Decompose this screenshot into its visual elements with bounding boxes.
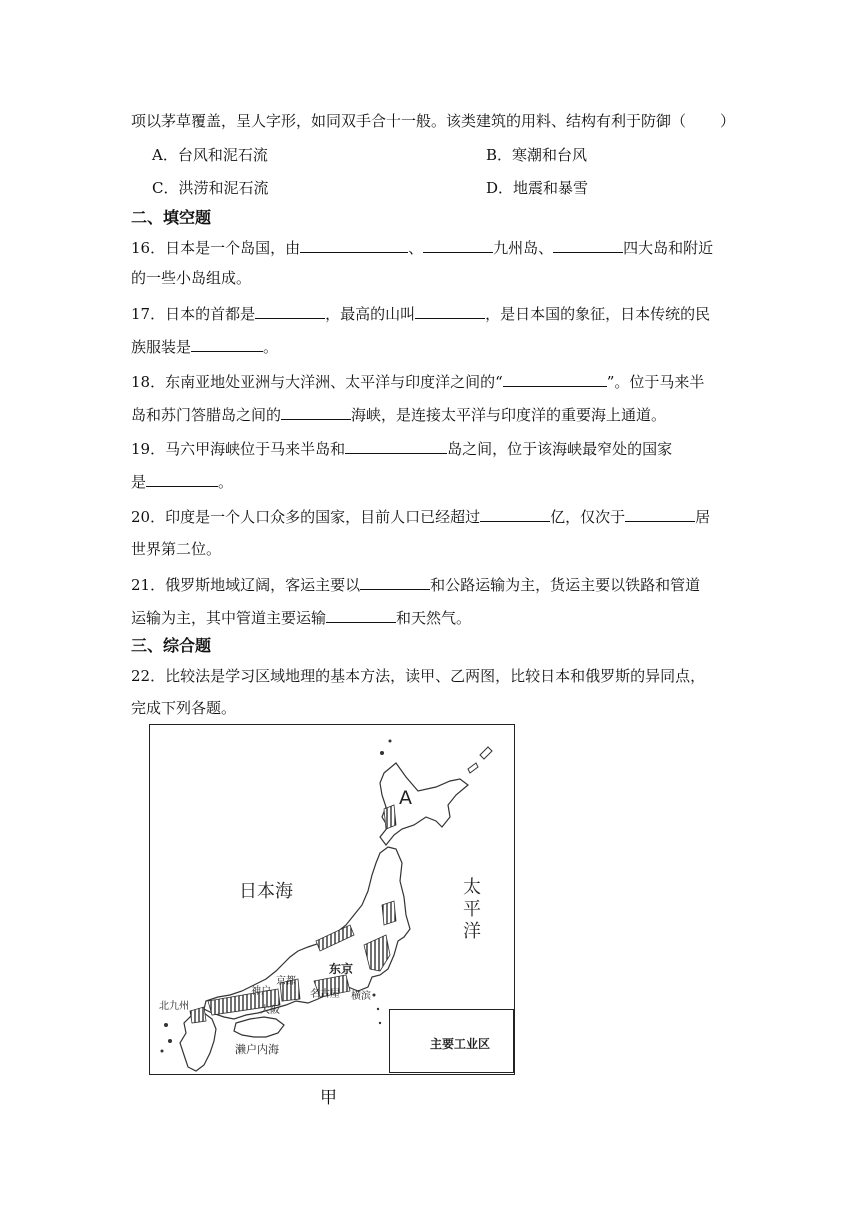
small-island: [164, 1023, 168, 1027]
label-kobe: 神户: [251, 986, 271, 997]
label-seto-inland-sea: 濑户内海: [235, 1043, 279, 1056]
industrial-zone-kitakyushu: [190, 1007, 206, 1023]
small-island: [389, 740, 392, 743]
q18-line1: 18．东南亚地处亚洲与大洋洲、太平洋与印度洋之间的“ ”。位于马来半: [131, 373, 705, 391]
section-title-fill-blank: 二、填空题: [131, 208, 212, 227]
q21-line2: 运输为主，其中管道主要运输 和天然气。: [131, 609, 472, 627]
small-island: [480, 747, 492, 759]
q17-line2: 族服装是 。: [131, 338, 279, 356]
label-tokyo: 东京: [329, 962, 354, 976]
hokkaido-island: [380, 763, 468, 845]
label-kyoto: 京都: [276, 976, 296, 987]
q17-blank-1[interactable]: [255, 303, 325, 319]
q16-blank-3[interactable]: [553, 237, 623, 253]
label-kitakyushu: 北九州: [159, 1001, 189, 1012]
small-island: [468, 763, 478, 773]
legend-label: 主要工业区: [430, 1037, 491, 1051]
q20-line1: 20．印度是一个人口众多的国家，目前人口已经超过 亿，仅次于 居: [131, 508, 711, 526]
label-yokohama: 横滨: [351, 991, 371, 1002]
q17-blank-3[interactable]: [191, 336, 263, 352]
label-nagoya: 名古屋: [310, 989, 340, 1000]
label-pacific-ocean: 太 平 洋: [463, 877, 481, 942]
q21-line1: 21．俄罗斯地域辽阔，客运主要以 和公路运输为主，货运主要以铁路和管道: [131, 576, 701, 594]
q17-line1: 17．日本的首都是 ，最高的山叫 ，是日本国的象征，日本传统的民: [131, 305, 711, 323]
small-island: [377, 1008, 379, 1010]
q16-blank-1[interactable]: [300, 237, 408, 253]
q18-blank-1[interactable]: [503, 371, 607, 387]
small-island: [161, 1050, 164, 1053]
q18-blank-2[interactable]: [281, 404, 351, 420]
map-caption: 甲: [320, 1088, 337, 1108]
q20-blank-2[interactable]: [625, 506, 695, 522]
q15-stem: 项以茅草覆盖，呈人字形，如同双手合十一般。该类建筑的用料、结构有利于防御（ ）: [131, 112, 736, 130]
q19-line2: 是 。: [131, 473, 234, 491]
q22-line1: 22．比较法是学习区域地理的基本方法，读甲、乙两图，比较日本和俄罗斯的异同点，: [131, 667, 706, 685]
industrial-zone-hokkaido: [384, 805, 396, 829]
map-legend: [389, 1009, 514, 1073]
small-island: [168, 1039, 172, 1043]
section-title-comprehensive: 三、综合题: [131, 636, 212, 655]
q16-line2: 的一些小岛组成。: [131, 269, 252, 287]
q19-blank-2[interactable]: [146, 471, 218, 487]
q16-line1: 16．日本是一个岛国，由 、 九州岛、 四大岛和附近: [131, 239, 714, 257]
japan-map: [149, 724, 515, 1075]
q19-blank-1[interactable]: [345, 438, 447, 454]
honshu-island: [204, 847, 410, 1019]
q17-blank-2[interactable]: [415, 303, 485, 319]
industrial-zone-tohoku: [382, 901, 396, 925]
q22-line2: 完成下列各题。: [131, 699, 237, 717]
q21-blank-1[interactable]: [360, 574, 430, 590]
q19-line1: 19．马六甲海峡位于马来半岛和 岛之间，位于该海峡最窄处的国家: [131, 440, 673, 458]
q15-option-a: A．台风和泥石流: [152, 146, 268, 164]
label-osaka: 大阪: [260, 1005, 280, 1016]
q20-blank-1[interactable]: [480, 506, 550, 522]
q15-option-c: C．洪涝和泥石流: [152, 179, 269, 197]
q20-line2: 世界第二位。: [131, 540, 222, 558]
small-island: [373, 994, 376, 997]
q16-blank-2[interactable]: [423, 237, 493, 253]
small-island: [379, 1022, 381, 1024]
q15-option-d: D．地震和暴雪: [486, 179, 589, 197]
small-island: [380, 751, 384, 755]
q21-blank-2[interactable]: [326, 607, 396, 623]
q18-line2: 岛和苏门答腊岛之间的 海峡，是连接太平洋与印度洋的重要海上通道。: [131, 406, 667, 424]
region-label-a: A: [399, 787, 412, 809]
q15-option-b: B．寒潮和台风: [486, 146, 588, 164]
shikoku-island: [234, 1017, 284, 1037]
label-sea-of-japan: 日本海: [239, 881, 293, 902]
